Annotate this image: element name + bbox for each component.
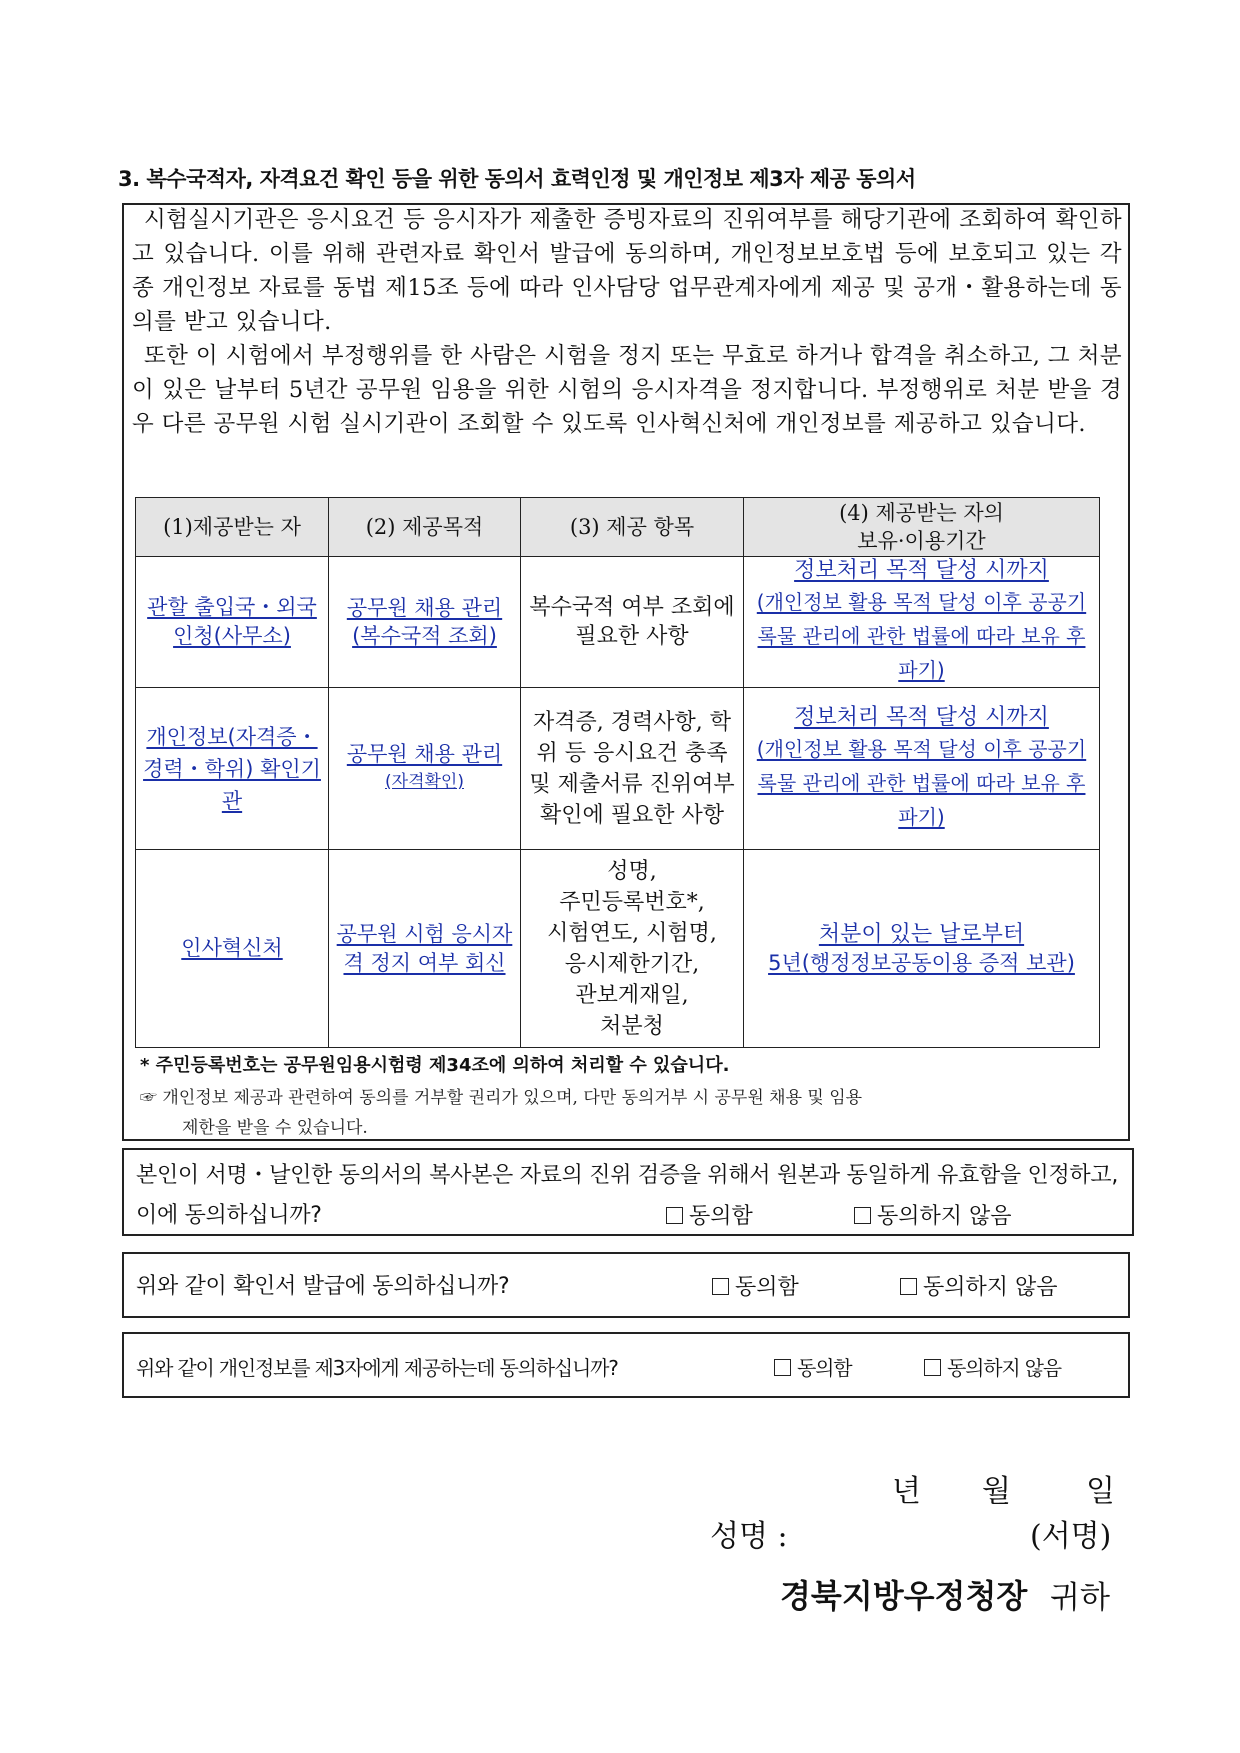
recipient-org: 경북지방우정청장 (780, 1577, 1028, 1615)
disagree-label: 동의하지 않음 (923, 1275, 1058, 1300)
header-purpose: (2) 제공목적 (329, 498, 521, 557)
date-month-label: 월 (982, 1474, 1011, 1509)
items-cell (521, 850, 744, 1048)
third-party-question: 위와 같이 개인정보를 제3자에게 제공하는데 동의하십니까? (136, 1356, 618, 1380)
retention-main-text: 정보처리 목적 달성 시까지 (794, 704, 1049, 730)
certificate-issue-disagree-option[interactable] (900, 1270, 1058, 1301)
purpose-sub-text: (복수국적 조회) (352, 624, 497, 648)
header-items: (3) 제공 항목 (521, 498, 744, 557)
agree-label: 동의함 (689, 1204, 753, 1229)
section-title: 3. 복수국적자, 자격요건 확인 등을 위한 동의서 효력인정 및 개인정보 제3자 제공 동의서 (118, 167, 916, 191)
provision-table (135, 497, 1100, 1048)
items-line: 시험연도, 시험명, (547, 920, 717, 946)
items-line: 처분청 (600, 1013, 664, 1039)
refusal-note-line1: ☞ 개인정보 제공과 관련하여 동의를 거부할 권리가 있으며, 다만 동의거부 시 공무원 채용 및 임용 (140, 1088, 863, 1108)
copy-validity-question: 본인이 서명・날인한 동의서의 복사본은 자료의 진위 검증을 위해서 원본과 동일하게 유효함을 인정하고, 이에 동의하십니까? (136, 1163, 1119, 1228)
recipient-link: 관할 출입국・외국인청(사무소) (147, 595, 317, 648)
header-retention-line1: (4) 제공받는 자의 (839, 501, 1004, 525)
purpose-cell (329, 850, 521, 1048)
header-retention-line2: 보유·이용기간 (857, 529, 986, 553)
checkbox-icon[interactable] (854, 1207, 871, 1224)
copy-validity-consent-box (122, 1148, 1134, 1236)
intro-text (132, 203, 1122, 441)
purpose-text: 공무원 채용 관리 (346, 742, 503, 766)
items-line: 관보게재일, (575, 982, 689, 1008)
checkbox-icon[interactable] (666, 1207, 683, 1224)
header-recipient: (1)제공받는 자 (136, 498, 329, 557)
table-row (136, 688, 1100, 850)
retention-main-text: 정보처리 목적 달성 시까지 (794, 558, 1049, 583)
certificate-issue-consent-box (122, 1252, 1130, 1318)
checkbox-icon[interactable] (774, 1359, 791, 1376)
refusal-note (140, 1083, 1100, 1143)
honorific-label: 귀하 (1050, 1580, 1110, 1616)
third-party-consent-box (122, 1332, 1130, 1398)
items-line: 주민등록번호*, (559, 889, 705, 915)
checkbox-icon[interactable] (924, 1359, 941, 1376)
disagree-label: 동의하지 않음 (877, 1204, 1012, 1229)
name-label: 성명 : (710, 1519, 788, 1554)
certificate-issue-agree-option[interactable] (712, 1270, 799, 1301)
date-day-label: 일 (1086, 1474, 1115, 1509)
retention-cell (744, 688, 1100, 850)
retention-cell (744, 850, 1100, 1048)
agree-label: 동의함 (735, 1275, 799, 1300)
recipient-cell (136, 850, 329, 1048)
checkbox-icon[interactable] (712, 1278, 729, 1295)
recipient-link: 개인정보(자격증・경력・학위) 확인기관 (143, 724, 321, 813)
retention-sub-text: (개인정보 활용 목적 달성 이후 공공기록물 관리에 관한 법률에 따라 보유 후 파기) (756, 590, 1087, 682)
recipient-link: 인사혁신처 (181, 936, 283, 960)
purpose-text: 공무원 시험 응시자격 정지 여부 회신 (336, 921, 513, 975)
signature-label: (서명) (1030, 1519, 1112, 1554)
refusal-note-line2: 제한을 받을 수 있습니다. (182, 1118, 368, 1138)
purpose-cell (329, 688, 521, 850)
recipient-cell (136, 688, 329, 850)
retention-sub-text: (개인정보 활용 목적 달성 이후 공공기록물 관리에 관한 법률에 따라 보유 후 파기) (756, 736, 1087, 829)
agree-label: 동의함 (797, 1356, 852, 1380)
third-party-agree-option[interactable] (774, 1352, 851, 1381)
items-cell: 복수국적 여부 조회에 필요한 사항 (521, 557, 744, 688)
intro-paragraph-1: 시험실시기관은 응시요건 등 응시자가 제출한 증빙자료의 진위여부를 해당기관에 조회하여 확인하고 있습니다. 이를 위해 관련자료 확인서 발급에 동의하며, 개인정보보호법 등에 보호되고 있는 각종 개인정보 자료를 동법 제15조 등에 따라 인사담당 업무관계자에게 제공 및 공개・활용하는데 동의를 받고 있습니다. (132, 207, 1122, 335)
retention-main-text: 처분이 있는 날로부터 (818, 921, 1025, 947)
table-row (136, 557, 1100, 688)
copy-validity-agree-option[interactable] (666, 1199, 753, 1230)
date-year-label: 년 (892, 1474, 921, 1509)
certificate-issue-question: 위와 같이 확인서 발급에 동의하십니까? (136, 1274, 510, 1299)
purpose-sub-text: (자격확인) (385, 772, 464, 792)
checkbox-icon[interactable] (900, 1278, 917, 1295)
header-retention (744, 498, 1100, 557)
third-party-disagree-option[interactable] (924, 1352, 1061, 1381)
rrn-note: * 주민등록번호는 공무원임용시험령 제34조에 의하여 처리할 수 있습니다. (140, 1055, 730, 1076)
table-row (136, 850, 1100, 1048)
table-header-row (136, 498, 1100, 557)
items-line: 성명, (607, 858, 657, 884)
items-line: 응시제한기간, (564, 951, 700, 977)
copy-validity-disagree-option[interactable] (854, 1199, 1012, 1230)
purpose-cell (329, 557, 521, 688)
recipient-cell (136, 557, 329, 688)
items-cell: 자격증, 경력사항, 학위 등 응시요건 충족 및 제출서류 진위여부 확인에 필요한 사항 (521, 688, 744, 850)
retention-cell (744, 557, 1100, 688)
retention-sub-text: 5년(행정정보공동이용 증적 보관) (768, 950, 1075, 975)
intro-paragraph-2: 또한 이 시험에서 부정행위를 한 사람은 시험을 정지 또는 무효로 하거나 합격을 취소하고, 그 처분이 있은 날부터 5년간 공무원 임용을 위한 시험의 응시자격을 정지합니다. 부정행위로 처분 받을 경우 다른 공무원 시험 실시기관이 조회할 수 있도록 인사혁신처에 개인정보를 제공하고 있습니다. (132, 343, 1122, 437)
disagree-label: 동의하지 않음 (947, 1356, 1061, 1380)
purpose-text: 공무원 채용 관리 (346, 596, 503, 620)
